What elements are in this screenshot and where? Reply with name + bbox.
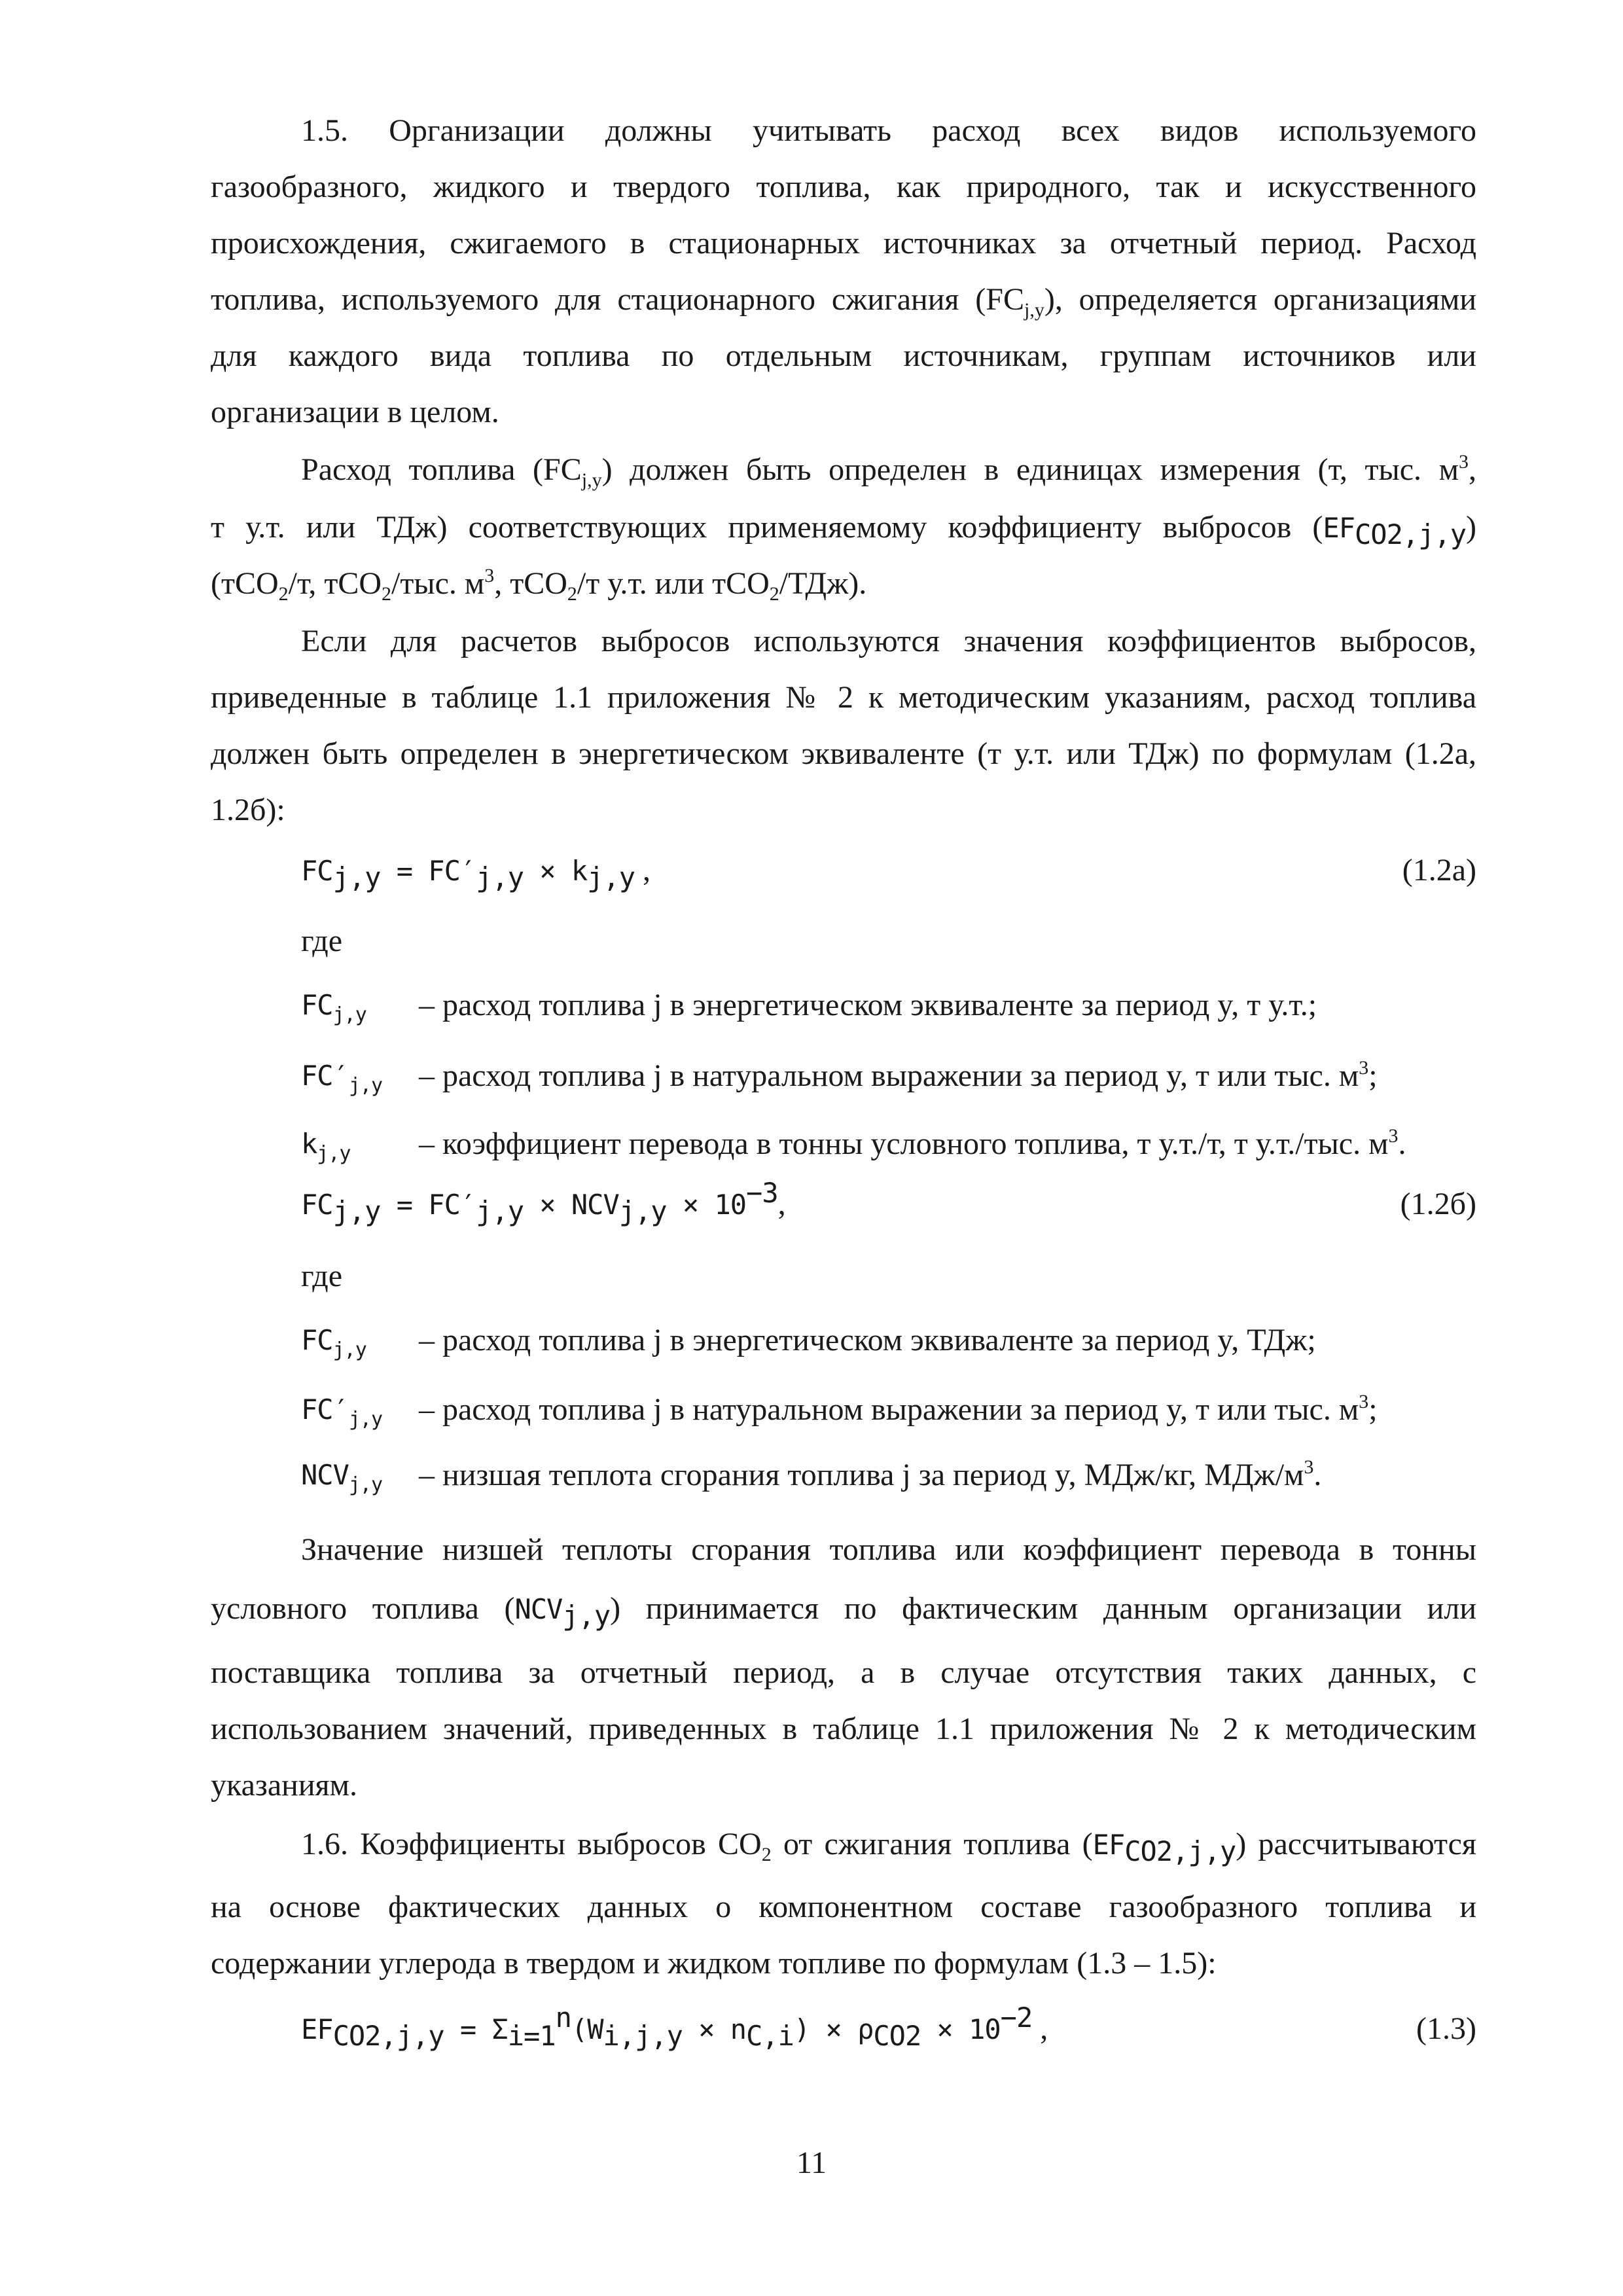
def-symbol-k: $k_{j,y}$	[301, 1128, 351, 1165]
paragraph-1-5-line-2: газообразного, жидкого и твердого топлива, как природного, так и искусственного	[211, 170, 1476, 204]
def2-symbol-fc-prime: $FC'_{j,y}$	[301, 1393, 383, 1431]
paragraph-4-line-1: Значение низшей теплоты сгорания топлива или коэффициент перевода в тонны	[301, 1532, 1476, 1567]
paragraph-1-5-line-4: топлива, используемого для стационарного сжигания $(FC_{j,y})$, определяется организациями	[211, 282, 1476, 321]
paragraph-4-line-3: поставщика топлива за отчетный период, а в случае отсутствия таких данных, с	[211, 1655, 1476, 1690]
paragraph-2-line-1: Расход топлива $(FC_{j,y})$ должен быть определен в единицах измерения (т, тыс. $м^3$,	[301, 451, 1477, 491]
equation-number-1-3: (1.3)	[1416, 2011, 1476, 2046]
def-symbol-fc-prime: $FC'_{j,y}$	[301, 1060, 383, 1097]
paragraph-1-5-line-1: 1.5. Организации должны учитывать расход всех видов используемого	[301, 113, 1476, 148]
def-symbol-fc: $FC_{j,y}$	[301, 989, 366, 1026]
def2-text-ncv: – низшая теплота сгорания топлива j за период y, МДж/кг, МДж/$м^3$.	[419, 1456, 1322, 1492]
equation-1-2a: $FC_{j,y} = FC'_{j,y} \times k_{j,y}$ ,	[301, 853, 651, 893]
paragraph-1-6-line-3: содержании углерода в твердом и жидком топливе по формулам (1.3 – 1.5):	[211, 1946, 1217, 1981]
where-label-1: где	[301, 924, 343, 958]
paragraph-1-5-line-5: для каждого вида топлива по отдельным источникам, группам источников или	[211, 338, 1476, 373]
paragraph-1-6-line-1: 1.6. Коэффициенты выбросов $СО_2$ от сжигания топлива $(EF_{CO2,j,y})$ рассчитываются	[301, 1827, 1477, 1867]
def2-text-fc: – расход топлива j в энергетическом эквиваленте за период y, ТДж;	[419, 1323, 1316, 1357]
paragraph-4-line-5: указаниям.	[211, 1768, 357, 1803]
def-text-fc-prime: – расход топлива j в натуральном выражении за период y, т или тыс. $м^3$;	[419, 1057, 1378, 1093]
paragraph-2-line-3: (тСО$_2$/т, тСО$_2$/тыс. $м^3$, тСО$_2$/т у.т. или тСО$_2$/ТДж).	[211, 565, 867, 605]
def-text-fc: – расход топлива j в энергетическом эквиваленте за период y, т у.т.;	[419, 988, 1317, 1022]
def2-symbol-fc: $FC_{j,y}$	[301, 1324, 366, 1361]
equation-number-1-2a: (1.2а)	[1402, 853, 1476, 888]
equation-1-2b: $FC_{j,y} = FC'_{j,y} \times NCV_{j,y} \times 10^{-3}$,	[301, 1177, 786, 1227]
paragraph-4-line-2: условного топлива $(NCV_{j,y})$ принимается по фактическим данным организации или	[211, 1591, 1477, 1632]
paragraph-1-5-line-3: происхождения, сжигаемого в стационарных источниках за отчетный период. Расход	[211, 226, 1476, 260]
paragraph-3-line-4: 1.2б):	[211, 793, 285, 827]
paragraph-3-line-1: Если для расчетов выбросов используются значения коэффициентов выбросов,	[301, 624, 1476, 658]
paragraph-4-line-4: использованием значений, приведенных в таблице 1.1 приложения № 2 к методическим	[211, 1712, 1476, 1746]
paragraph-1-5-line-6: организации в целом.	[211, 395, 499, 429]
page-number: 11	[796, 2145, 827, 2180]
paragraph-1-6-line-2: на основе фактических данных о компонентном составе газообразного топлива и	[211, 1890, 1476, 1924]
paragraph-3-line-3: должен быть определен в энергетическом эквиваленте (т у.т. или ТДж) по формулам (1.2а,	[211, 736, 1476, 771]
def-text-k: – коэффициент перевода в тонны условного топлива, т у.т./т, т у.т./тыс. $м^3$.	[419, 1125, 1406, 1161]
equation-1-3: $EF_{CO2,j,y} = \Sigma_{i=1}^n(W_{i,j,y} \times n_{C,i}) \times \rho_{CO2} \times 10^{-2}$ ,	[301, 2001, 1048, 2052]
paragraph-3-line-2: приведенные в таблице 1.1 приложения № 2 к методическим указаниям, расход топлива	[211, 680, 1476, 715]
where-label-2: где	[301, 1259, 343, 1293]
def2-text-fc-prime: – расход топлива j в натуральном выражении за период y, т или тыс. $м^3$;	[419, 1391, 1378, 1427]
equation-number-1-2b: (1.2б)	[1400, 1187, 1476, 1221]
paragraph-2-line-2: т у.т. или ТДж) соответствующих применяемому коэффициенту выбросов $(EF_{CO2,j,y})$	[211, 510, 1476, 550]
def2-symbol-ncv: $NCV_{j,y}$	[301, 1459, 383, 1496]
